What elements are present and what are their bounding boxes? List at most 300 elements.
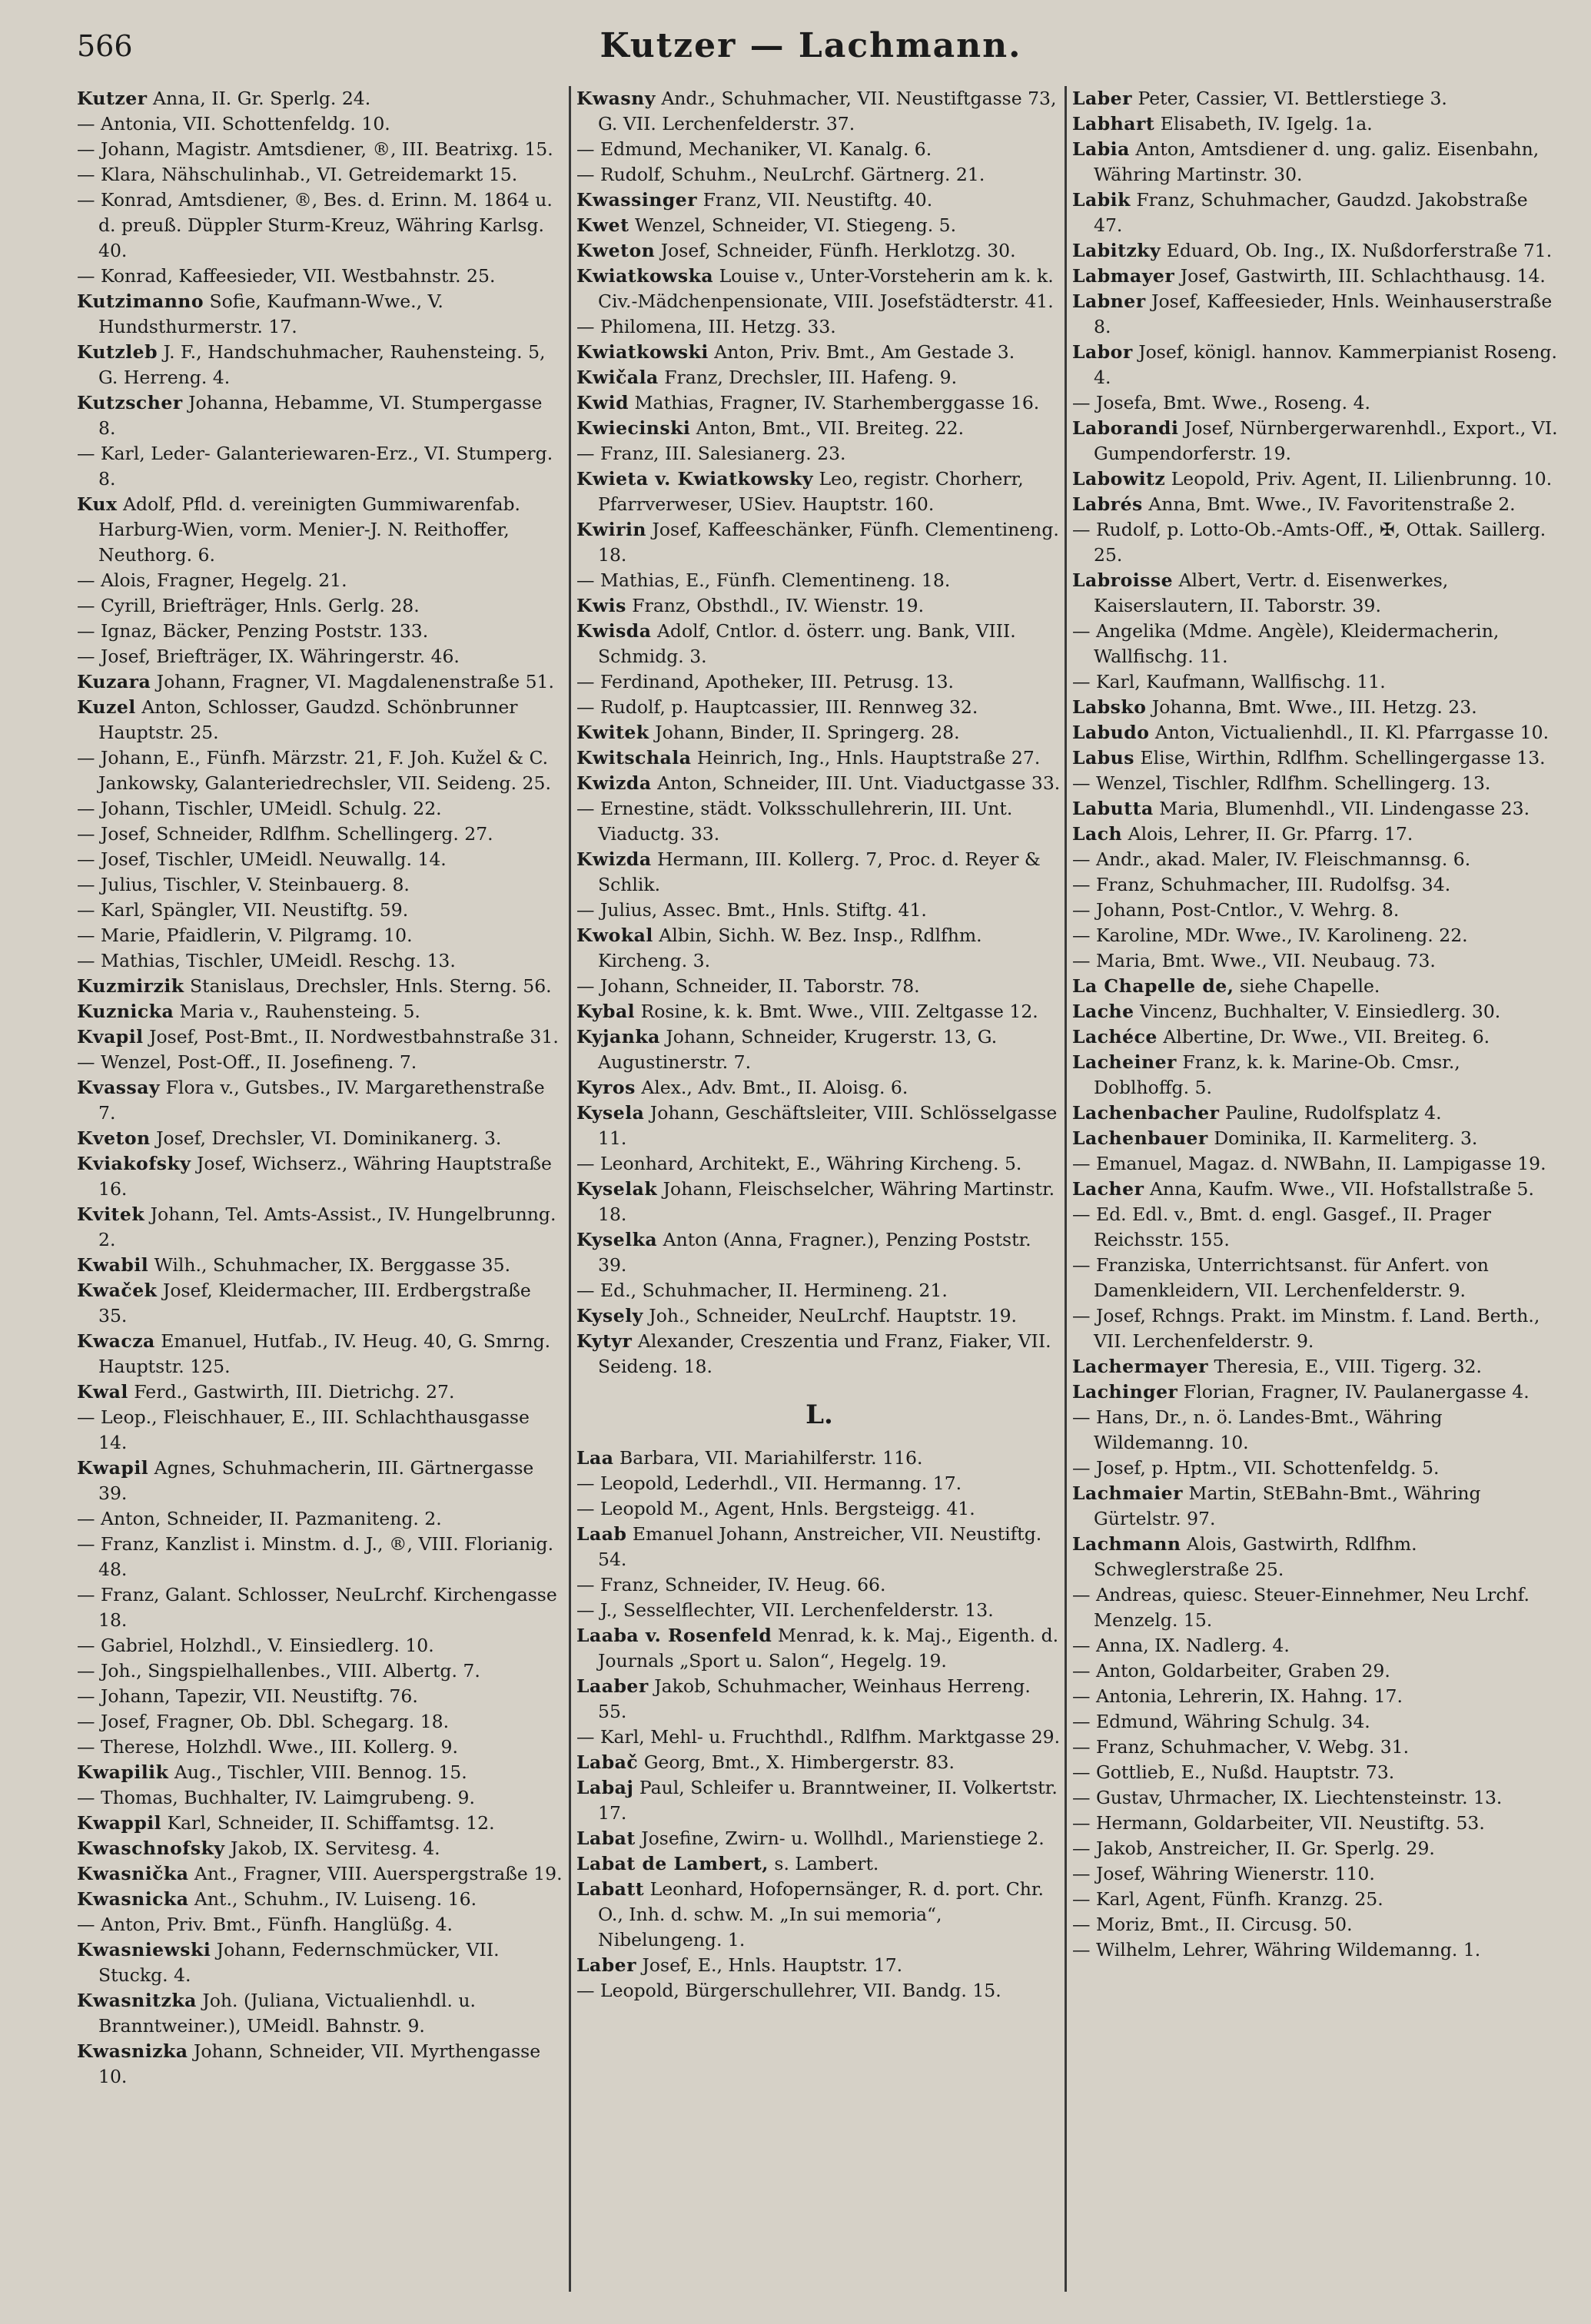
directory-entry: [576, 1953, 1062, 1978]
entry-surname: Labroisse: [1072, 569, 1174, 591]
entry-surname: La Chapelle de,: [1072, 975, 1234, 997]
entry-surname: Kwirin: [576, 519, 646, 540]
directory-entry: [576, 923, 1062, 974]
entry-surname: Kybal: [576, 1001, 636, 1022]
directory-entry: [77, 1202, 563, 1253]
entry-surname: Kviakofsky: [77, 1153, 191, 1174]
directory-entry: [1072, 1861, 1558, 1887]
entry-surname: Laber: [576, 1954, 637, 1976]
directory-entry: [1072, 1912, 1558, 1937]
entry-details: — Ignaz, Bäcker, Penzing Poststr. 133.: [77, 620, 429, 642]
page-title: Kutzer — Lachmann.: [600, 26, 1022, 65]
entry-details: Rosine, k. k. Bmt. Wwe., VIII. Zeltgasse 12.: [635, 1001, 1038, 1022]
directory-entry: [576, 1278, 1062, 1303]
entry-details: — Rudolf, Schuhm., NeuLrchf. Gärtnerg. 21.: [576, 164, 985, 185]
directory-entry: [1072, 1303, 1558, 1354]
column-3: [1072, 86, 1558, 2292]
entry-details: Emanuel, Hutfab., IV. Heug. 40, G. Smrng. Hauptstr. 125.: [98, 1330, 551, 1377]
entry-surname: Labrés: [1072, 493, 1143, 515]
entry-details: Mathias, Fragner, IV. Starhemberggasse 16.: [629, 392, 1040, 413]
directory-entry: [77, 340, 563, 390]
entry-details: Pauline, Rudolfsplatz 4.: [1219, 1102, 1442, 1124]
page-number: 566: [77, 29, 133, 63]
entry-details: — Franz, Galant. Schlosser, NeuLrchf. Kirchengasse 18.: [77, 1584, 557, 1631]
entry-details: — Anna, IX. Nadlerg. 4.: [1072, 1635, 1290, 1656]
entry-details: — Johann, Post-Cntlor., V. Wehrg. 8.: [1072, 899, 1400, 921]
entry-details: — Karl, Kaufmann, Wallfischg. 11.: [1072, 671, 1386, 692]
entry-surname: Kwacza: [77, 1330, 155, 1352]
entry-details: — Rudolf, p. Hauptcassier, III. Rennweg 32.: [576, 696, 978, 718]
entry-surname: Lache: [1072, 1001, 1134, 1022]
entry-details: — Ed. Edl. v., Bmt. d. engl. Gasgef., II. Prager Reichsstr. 155.: [1072, 1204, 1491, 1250]
entry-details: Josef, Schneider, Fünfh. Herklotzg. 30.: [655, 240, 1016, 261]
directory-entry: [576, 1851, 1062, 1877]
directory-entry: [77, 1050, 563, 1075]
directory-entry: [77, 162, 563, 188]
directory-entry: [77, 111, 563, 137]
entry-details: — Emanuel, Magaz. d. NWBahn, II. Lampigasse 19.: [1072, 1153, 1546, 1174]
directory-entry: [576, 796, 1062, 847]
entry-details: — Karl, Leder- Galanteriewaren-Erz., VI. Stumperg. 8.: [77, 443, 553, 490]
directory-entry: [1072, 872, 1558, 898]
directory-entry: [576, 1572, 1062, 1598]
entry-surname: Kytyr: [576, 1330, 633, 1352]
entry-surname: Kwičala: [576, 367, 659, 388]
entry-details: Josef, Post-Bmt., II. Nordwestbahnstraße 31.: [143, 1026, 559, 1047]
entry-surname: Lachmann: [1072, 1533, 1181, 1555]
entry-details: — Rudolf, p. Lotto-Ob.-Amts-Off., ✠, Ottak. Saillerg. 25.: [1072, 519, 1546, 566]
entry-surname: Kwiatkowska: [576, 265, 714, 287]
entry-surname: Lach: [1072, 823, 1123, 845]
entry-surname: Labsko: [1072, 696, 1147, 718]
entry-details: — Moriz, Bmt., II. Circusg. 50.: [1072, 1914, 1353, 1935]
entry-details: Eduard, Ob. Ing., IX. Nußdorferstraße 71.: [1161, 240, 1553, 261]
entry-surname: Lacher: [1072, 1178, 1144, 1200]
directory-entry: [1072, 1050, 1558, 1101]
directory-entry: [77, 948, 563, 974]
directory-entry: [77, 1253, 563, 1278]
entry-details: Hermann, III. Kollerg. 7, Proc. d. Reyer & Schlik.: [598, 848, 1041, 895]
entry-surname: Kvapil: [77, 1026, 144, 1047]
directory-entry: [77, 898, 563, 923]
entry-details: — Jakob, Anstreicher, II. Gr. Sperlg. 29.: [1072, 1838, 1435, 1859]
entry-details: Jakob, IX. Servitesg. 4.: [224, 1838, 440, 1859]
entry-details: — Gustav, Uhrmacher, IX. Liechtensteinstr. 13.: [1072, 1787, 1503, 1808]
directory-entry: [77, 1735, 563, 1760]
directory-entry: [77, 1329, 563, 1379]
entry-details: Josef, Drechsler, VI. Dominikanerg. 3.: [150, 1127, 502, 1149]
entry-surname: Labat de Lambert,: [576, 1853, 769, 1874]
entry-details: Franz, Drechsler, III. Hafeng. 9.: [658, 367, 958, 388]
directory-entry: [1072, 745, 1558, 771]
directory-entry: [77, 1684, 563, 1709]
column-1: [77, 86, 563, 2292]
entry-details: — Franz, III. Salesianerg. 23.: [576, 443, 846, 464]
entry-details: — Leonhard, Architekt, E., Währing Kircheng. 5.: [576, 1153, 1022, 1174]
entry-details: Albert, Vertr. d. Eisenwerkes, Kaiserslautern, II. Taborstr. 39.: [1094, 569, 1449, 616]
entry-details: Anna, II. Gr. Sperlg. 24.: [147, 88, 371, 109]
entry-details: — Gabriel, Holzhdl., V. Einsiedlerg. 10.: [77, 1635, 434, 1656]
entry-surname: Kuzmirzik: [77, 975, 184, 997]
entry-surname: Kwasnička: [77, 1863, 189, 1884]
entry-details: Franz, VII. Neustiftg. 40.: [697, 189, 933, 211]
directory-entry: [77, 1811, 563, 1836]
directory-entry: [576, 974, 1062, 999]
directory-entry: [576, 162, 1062, 188]
entry-details: — Leopold, Bürgerschullehrer, VII. Bandg. 15.: [576, 1980, 1001, 2001]
entry-details: Anton, Victualienhdl., II. Kl. Pfarrgasse 10.: [1149, 722, 1549, 743]
directory-entry: [77, 847, 563, 872]
directory-entry: [77, 1582, 563, 1633]
directory-entry: [77, 923, 563, 948]
directory-entry: [576, 1496, 1062, 1522]
directory-entry: [77, 796, 563, 822]
entry-details: — Konrad, Kaffeesieder, VII. Westbahnstr. 25.: [77, 265, 496, 287]
entry-details: Johann, Tel. Amts-Assist., IV. Hungelbrunng. 2.: [98, 1204, 556, 1250]
entry-details: Albin, Sichh. W. Bez. Insp., Rdlfhm. Kircheng. 3.: [598, 925, 982, 971]
entry-details: Maria, Blumenhdl., VII. Lindengasse 23.: [1153, 798, 1530, 819]
directory-entry: [77, 1506, 563, 1532]
directory-entry: [1072, 289, 1558, 340]
directory-entry: [1072, 1582, 1558, 1633]
directory-entry: [1072, 822, 1558, 847]
directory-entry: [576, 1775, 1062, 1826]
directory-entry: [77, 1405, 563, 1456]
directory-entry: [1072, 137, 1558, 188]
entry-details: — Angelika (Mdme. Angèle), Kleidermacherin, Wallfischg. 11.: [1072, 620, 1500, 667]
directory-entry: [576, 669, 1062, 695]
directory-entry: [77, 872, 563, 898]
entry-surname: Labmayer: [1072, 265, 1175, 287]
directory-entry: [576, 771, 1062, 796]
directory-entry: [1072, 86, 1558, 111]
directory-entry: [576, 86, 1062, 137]
directory-entry: [1072, 416, 1558, 466]
directory-entry: [576, 1598, 1062, 1623]
entry-surname: Labitzky: [1072, 240, 1161, 261]
entry-surname: Labowitz: [1072, 468, 1166, 490]
directory-entry: [576, 137, 1062, 162]
entry-details: — Andreas, quiesc. Steuer-Einnehmer, Neu Lrchf. Menzelg. 15.: [1072, 1584, 1530, 1631]
directory-entry: [1072, 1354, 1558, 1379]
directory-entry: [77, 1760, 563, 1785]
entry-details: Barbara, VII. Mariahilferstr. 116.: [613, 1447, 923, 1469]
column-divider: [569, 86, 571, 2292]
entry-details: — Johann, E., Fünfh. Märzstr. 21, F. Joh. Kužel & C. Jankowsky, Galanteriedrechsler, VII. Seideng. 25.: [77, 747, 551, 794]
entry-surname: Kwid: [576, 392, 629, 413]
entry-details: — Ferdinand, Apotheker, III. Petrusg. 13.: [576, 671, 955, 692]
entry-details: Johanna, Hebamme, VI. Stumpergasse 8.: [98, 392, 543, 439]
directory-entry: [576, 1750, 1062, 1775]
entry-surname: Labač: [576, 1751, 639, 1773]
entry-details: Karl, Schneider, II. Schiffamtsg. 12.: [161, 1812, 495, 1834]
directory-entry: [77, 441, 563, 492]
entry-surname: Lachermayer: [1072, 1356, 1209, 1377]
entry-surname: Labus: [1072, 747, 1134, 769]
directory-entry: [1072, 720, 1558, 745]
entry-surname: Laber: [1072, 88, 1133, 109]
directory-entry: [77, 1709, 563, 1735]
directory-entry: [576, 416, 1062, 441]
entry-surname: Kwaschnofsky: [77, 1838, 225, 1859]
entry-details: — Johann, Schneider, II. Taborstr. 78.: [576, 975, 920, 997]
entry-surname: Kwiecinski: [576, 417, 691, 439]
entry-details: — Franz, Kanzlist i. Minstm. d. J., ®, VIII. Florianig. 48.: [77, 1533, 554, 1580]
entry-surname: Kwasny: [576, 88, 656, 109]
entry-details: Theresia, E., VIII. Tigerg. 32.: [1208, 1356, 1482, 1377]
entry-details: Anna, Kaufm. Wwe., VII. Hofstallstraße 5.: [1144, 1178, 1534, 1200]
entry-details: Josefine, Zwirn- u. Wollhdl., Marienstiege 2.: [635, 1828, 1045, 1849]
directory-entry: [77, 974, 563, 999]
entry-surname: Kwasniewski: [77, 1939, 211, 1960]
directory-entry: [576, 1101, 1062, 1151]
entry-details: — Josef, Währing Wienerstr. 110.: [1072, 1863, 1375, 1884]
directory-entry: [1072, 948, 1558, 974]
directory-entry: [576, 466, 1062, 517]
entry-details: Anton (Anna, Fragner.), Penzing Poststr. 39.: [598, 1229, 1031, 1276]
entry-details: siehe Chapelle.: [1234, 975, 1380, 997]
entry-details: — Wenzel, Post-Off., II. Josefineng. 7.: [77, 1051, 417, 1073]
entry-details: Heinrich, Ing., Hnls. Hauptstraße 27.: [691, 747, 1041, 769]
directory-entry: [77, 669, 563, 695]
directory-entry: [1072, 1937, 1558, 1963]
entry-details: Johanna, Bmt. Wwe., III. Hetzg. 23.: [1146, 696, 1477, 718]
directory-entry: [576, 1674, 1062, 1725]
directory-entry: [1072, 1760, 1558, 1785]
directory-entry: [77, 492, 563, 568]
entry-details: Jakob, Schuhmacher, Weinhaus Herreng. 55.: [598, 1675, 1031, 1722]
directory-entry: [576, 1075, 1062, 1101]
entry-surname: Kyjanka: [576, 1026, 660, 1047]
directory-entry: [1072, 466, 1558, 492]
directory-entry: [1072, 974, 1558, 999]
entry-details: Adolf, Pfld. d. vereinigten Gummiwarenfab. Harburg-Wien, vorm. Menier-J. N. Reithoffer, Neuthorg. 6.: [98, 493, 521, 566]
entry-details: Johann, Schneider, Krugerstr. 13, G. Augustinerstr. 7.: [598, 1026, 998, 1073]
directory-entry: [77, 264, 563, 289]
directory-entry: [1072, 492, 1558, 517]
entry-details: — Edmund, Währing Schulg. 34.: [1072, 1711, 1370, 1732]
entry-details: — Andr., akad. Maler, IV. Fleischmannsg. 6.: [1072, 848, 1471, 870]
directory-entry: [576, 1151, 1062, 1177]
entry-details: — Mathias, Tischler, UMeidl. Reschg. 13.: [77, 950, 456, 971]
directory-entry: [1072, 111, 1558, 137]
entry-details: Anton, Schneider, III. Unt. Viaductgasse 33.: [651, 772, 1061, 794]
entry-details: Florian, Fragner, IV. Paulanergasse 4.: [1177, 1381, 1530, 1403]
directory-entry: [1072, 238, 1558, 264]
entry-details: — Karl, Agent, Fünfh. Kranzg. 25.: [1072, 1888, 1383, 1910]
entry-surname: Kveton: [77, 1127, 151, 1149]
entry-details: — Wilhelm, Lehrer, Währing Wildemanng. 1.: [1072, 1939, 1481, 1960]
directory-entry: [1072, 771, 1558, 796]
directory-entry: [1072, 898, 1558, 923]
directory-entry: [576, 695, 1062, 720]
entry-surname: Kwaček: [77, 1280, 158, 1301]
directory-entry: [576, 1227, 1062, 1278]
directory-entry: [77, 822, 563, 847]
directory-entry: [77, 1151, 563, 1202]
directory-entry: [576, 213, 1062, 238]
entry-surname: Kyros: [576, 1077, 636, 1098]
entry-surname: Labner: [1072, 290, 1146, 312]
directory-entry: [77, 695, 563, 745]
entry-surname: Labat: [576, 1828, 636, 1849]
entry-details: — Karl, Mehl- u. Fruchthdl., Rdlfhm. Marktgasse 29.: [576, 1726, 1061, 1748]
entry-details: Joh. (Juliana, Victualienhdl. u. Branntweiner.), UMeidl. Bahnstr. 9.: [98, 1990, 476, 2037]
directory-entry: [1072, 796, 1558, 822]
entry-details: — Alois, Fragner, Hegelg. 21.: [77, 569, 347, 591]
entry-details: Dominika, II. Karmeliterg. 3.: [1207, 1127, 1478, 1149]
entry-surname: Kwasnitzka: [77, 1990, 197, 2011]
entry-surname: Kwizda: [576, 772, 652, 794]
page-header: [77, 23, 1545, 69]
directory-entry: [77, 1836, 563, 1861]
directory-entry: [1072, 568, 1558, 619]
entry-details: — Anton, Schneider, II. Pazmaniteng. 2.: [77, 1508, 442, 1529]
entry-details: Josef, Kaffeeschänker, Fünfh. Clementineng. 18.: [598, 519, 1059, 566]
entry-details: — Leopold, Lederhdl., VII. Hermanng. 17.: [576, 1472, 962, 1494]
entry-surname: Lachmaier: [1072, 1482, 1183, 1504]
entry-details: — Gottlieb, E., Nußd. Hauptstr. 73.: [1072, 1761, 1395, 1783]
entry-details: — Josef, Schneider, Rdlfhm. Schellingerg. 27.: [77, 823, 493, 845]
entry-details: — Anton, Goldarbeiter, Graben 29.: [1072, 1660, 1390, 1682]
directory-entry: [77, 999, 563, 1024]
entry-details: — Philomena, III. Hetzg. 33.: [576, 316, 836, 337]
entry-surname: Kwitschala: [576, 747, 692, 769]
directory-entry: [1072, 1405, 1558, 1456]
directory-entry: [576, 314, 1062, 340]
entry-surname: Labaj: [576, 1777, 634, 1798]
entry-surname: Kwizda: [576, 848, 652, 870]
entry-details: — Leop., Fleischhauer, E., III. Schlachthausgasse 14.: [77, 1406, 530, 1453]
entry-details: J. F., Handschuhmacher, Rauhensteing. 5, G. Herreng. 4.: [98, 341, 546, 388]
entry-details: — Franziska, Unterrichtsanst. für Anfert. von Damenkleidern, VII. Lerchenfelderstr. 9.: [1072, 1254, 1489, 1301]
directory-entry: [576, 568, 1062, 593]
entry-surname: Kwassinger: [576, 189, 698, 211]
entry-surname: Kwiatkowski: [576, 341, 709, 363]
directory-entry: [576, 340, 1062, 365]
directory-entry: [1072, 1024, 1558, 1050]
entry-details: Louise v., Unter-Vorsteherin am k. k. Civ.-Mädchenpensionate, VIII. Josefstädterstr. 41.: [598, 265, 1054, 312]
entry-surname: Laaba v. Rosenfeld: [576, 1625, 772, 1646]
directory-entry: [77, 86, 563, 111]
entry-details: Ant., Fragner, VIII. Auerspergstraße 19.: [188, 1863, 563, 1884]
directory-entry: [1072, 1887, 1558, 1912]
entry-details: — Maria, Bmt. Wwe., VII. Neubaug. 73.: [1072, 950, 1436, 971]
entry-details: Josef, Gastwirth, III. Schlachthausg. 14.: [1174, 265, 1546, 287]
entry-surname: Kux: [77, 493, 118, 515]
entry-surname: Laaber: [576, 1675, 649, 1697]
directory-entry: [1072, 340, 1558, 390]
directory-entry: [1072, 1658, 1558, 1684]
directory-entry: [1072, 1177, 1558, 1202]
entry-details: — J., Sesselflechter, VII. Lerchenfelderstr. 13.: [576, 1599, 994, 1621]
entry-details: — Leopold M., Agent, Hnls. Bergsteigg. 41.: [576, 1498, 975, 1519]
entry-details: Georg, Bmt., X. Himbergerstr. 83.: [638, 1751, 955, 1773]
directory-entry: [1072, 923, 1558, 948]
entry-surname: Lacheiner: [1072, 1051, 1177, 1073]
directory-entry: [1072, 1101, 1558, 1126]
directory-entry: [77, 1278, 563, 1329]
entry-surname: Lachéce: [1072, 1026, 1158, 1047]
entry-details: Alexander, Creszentia und Franz, Fiaker, VII. Seideng. 18.: [598, 1330, 1051, 1377]
entry-details: Adolf, Cntlor. d. österr. ung. Bank, VIII. Schmidg. 3.: [598, 620, 1016, 667]
directory-entry: [77, 1379, 563, 1405]
directory-entry: [576, 847, 1062, 898]
directory-entry: [1072, 1785, 1558, 1811]
entry-details: — Josefa, Bmt. Wwe., Roseng. 4.: [1072, 392, 1371, 413]
directory-entry: [576, 517, 1062, 568]
directory-entry: [576, 593, 1062, 619]
directory-entry: [1072, 695, 1558, 720]
entry-details: Leonhard, Hofopernsänger, R. d. port. Chr. O., Inh. d. schw. M. „In sui memoria“, Nibelungeng. 1.: [598, 1878, 1044, 1950]
directory-entry: [1072, 1151, 1558, 1177]
entry-details: — Ernestine, städt. Volksschullehrerin, III. Unt. Viaductg. 33.: [576, 798, 1013, 845]
entry-details: — Franz, Schuhmacher, III. Rudolfsg. 34.: [1072, 874, 1451, 895]
entry-surname: Kwis: [576, 595, 626, 616]
directory-entry: [576, 1024, 1062, 1075]
entry-surname: Kutzleb: [77, 341, 158, 363]
section-heading: L.: [805, 1399, 833, 1430]
entry-details: Anton, Schlosser, Gaudzd. Schönbrunner Hauptstr. 25.: [98, 696, 518, 743]
entry-details: — Klara, Nähschulinhab., VI. Getreidemarkt 15.: [77, 164, 518, 185]
entry-details: — Johann, Magistr. Amtsdiener, ®, III. Beatrixg. 15.: [77, 138, 553, 160]
entry-surname: Laab: [576, 1523, 627, 1545]
entry-surname: Kwal: [77, 1381, 128, 1403]
entry-surname: Kutzer: [77, 88, 148, 109]
entry-details: Emanuel Johann, Anstreicher, VII. Neustiftg. 54.: [598, 1523, 1042, 1570]
entry-details: — Ed., Schuhmacher, II. Hermineng. 21.: [576, 1280, 948, 1301]
entry-surname: Kysely: [576, 1305, 643, 1326]
directory-entry: [576, 1623, 1062, 1674]
entry-details: Elise, Wirthin, Rdlfhm. Schellingergasse 13.: [1134, 747, 1546, 769]
directory-entry: [77, 568, 563, 593]
entry-details: Maria v., Rauhensteing. 5.: [174, 1001, 420, 1022]
entry-surname: Kvassay: [77, 1077, 161, 1098]
directory-entry: [77, 1456, 563, 1506]
directory-entry: [1072, 1481, 1558, 1532]
directory-entry: [576, 898, 1062, 923]
entry-surname: Kutzimanno: [77, 290, 204, 312]
directory-entry: [1072, 999, 1558, 1024]
entry-details: Martin, StEBahn-Bmt., Währing Gürtelstr. 97.: [1094, 1482, 1481, 1529]
directory-entry: [77, 644, 563, 669]
entry-details: — Josef, Fragner, Ob. Dbl. Schegarg. 18.: [77, 1711, 450, 1732]
entry-details: Johann, Geschäftsleiter, VIII. Schlösselgasse 11.: [598, 1102, 1058, 1149]
directory-entry: [1072, 1379, 1558, 1405]
entry-details: Anton, Bmt., VII. Breiteg. 22.: [690, 417, 965, 439]
directory-entry: [576, 1329, 1062, 1379]
directory-entry: [576, 720, 1062, 745]
entry-details: Joh., Schneider, NeuLrchf. Hauptstr. 19.: [643, 1305, 1018, 1326]
entry-details: Alex., Adv. Bmt., II. Aloisg. 6.: [635, 1077, 908, 1098]
entry-details: Josef, Kaffeesieder, Hnls. Weinhauserstraße 8.: [1094, 290, 1553, 337]
entry-details: Johann, Fleischselcher, Währing Martinstr. 18.: [598, 1178, 1055, 1225]
entry-surname: Kyselka: [576, 1229, 658, 1250]
directory-entry: [576, 1471, 1062, 1496]
entry-surname: Labudo: [1072, 722, 1150, 743]
directory-entry: [77, 1912, 563, 1937]
directory-entry: [77, 1988, 563, 2039]
directory-entry: [77, 1785, 563, 1811]
directory-entry: [576, 264, 1062, 314]
directory-entry: [1072, 264, 1558, 289]
directory-entry: [1072, 1735, 1558, 1760]
entry-details: — Josef, Briefträger, IX. Währingerstr. 46.: [77, 646, 460, 667]
directory-entry: [77, 593, 563, 619]
directory-entry: [1072, 1811, 1558, 1836]
entry-details: — Joh., Singspielhallenbes., VIII. Albertg. 7.: [77, 1660, 480, 1682]
directory-entry: [576, 365, 1062, 390]
